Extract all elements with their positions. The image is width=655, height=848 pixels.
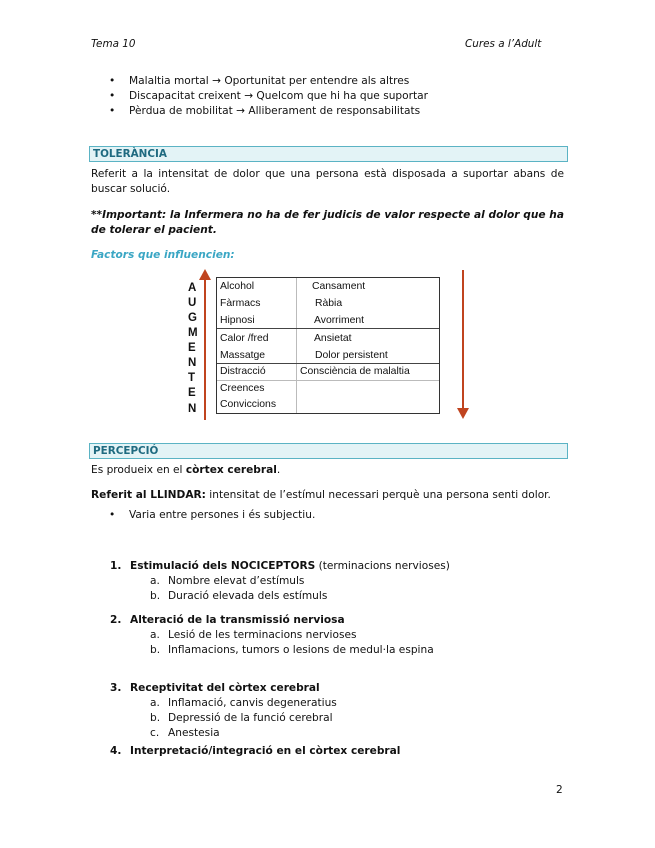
running-header-left: Tema 10 bbox=[91, 38, 136, 50]
section-heading-tolerancia: TOLERÀNCIA bbox=[89, 146, 568, 162]
list-letter: c. bbox=[150, 727, 160, 739]
list-subitem: Inflamació, canvis degeneratius bbox=[168, 697, 337, 709]
table-cell: Dolor persistent bbox=[315, 350, 388, 361]
percepcio-line2: Referit al LLINDAR: intensitat de l’estímul necessari perquè una persona senti dolor. bbox=[91, 489, 551, 501]
list-letter: b. bbox=[150, 644, 161, 656]
important-note: **Important: la Infermera no ha de fer judicis de valor respecte al dolor que ha de tolerar el pacient. bbox=[91, 209, 564, 236]
list-number: 4. bbox=[110, 745, 122, 757]
list-subitem: Lesió de les terminacions nervioses bbox=[168, 629, 357, 641]
vertical-letter: E bbox=[188, 387, 196, 399]
list-subitem: Nombre elevat d’estímuls bbox=[168, 575, 305, 587]
section-heading-percepcio: PERCEPCIÓ bbox=[89, 443, 568, 459]
vertical-letter: U bbox=[188, 297, 197, 309]
vertical-letter: E bbox=[188, 342, 196, 354]
page-number: 2 bbox=[556, 784, 563, 796]
table-cell: Ansietat bbox=[314, 333, 352, 344]
arrow-up-icon bbox=[195, 268, 215, 420]
list-title: Interpretació/integració en el còrtex cerebral bbox=[130, 745, 401, 757]
table-cell: Distracció bbox=[220, 366, 266, 377]
bullet-item: • Discapacitat creixent → Quelcom que hi ha que suportar bbox=[129, 90, 428, 102]
percepcio-line1: Es produeix en el còrtex cerebral. bbox=[91, 464, 281, 476]
factors-table bbox=[216, 277, 440, 414]
table-cell: Avorriment bbox=[314, 315, 365, 326]
running-header-right: Cures a l’Adult bbox=[465, 38, 542, 50]
vertical-letter: G bbox=[188, 312, 197, 324]
list-letter: a. bbox=[150, 575, 160, 587]
bullet-item: • Pèrdua de mobilitat → Alliberament de responsabilitats bbox=[129, 105, 420, 117]
table-cell: Fàrmacs bbox=[220, 298, 261, 309]
list-title: Estimulació dels NOCICEPTORS (terminacions nervioses) bbox=[130, 560, 450, 572]
table-cell: Creences bbox=[220, 383, 265, 394]
table-cell: Cansament bbox=[312, 281, 366, 292]
list-number: 2. bbox=[110, 614, 122, 626]
table-cell: Calor /fred bbox=[220, 333, 269, 344]
vertical-letter: M bbox=[188, 327, 198, 339]
table-cell: Hipnosi bbox=[220, 315, 255, 326]
list-letter: b. bbox=[150, 590, 161, 602]
arrow-down-icon bbox=[453, 268, 473, 420]
table-cell: Alcohol bbox=[220, 281, 255, 292]
list-subitem: Duració elevada dels estímuls bbox=[168, 590, 328, 602]
list-subitem: Anestesia bbox=[168, 727, 220, 739]
list-letter: a. bbox=[150, 697, 160, 709]
vertical-letter: N bbox=[188, 357, 197, 369]
vertical-letter: T bbox=[188, 372, 196, 384]
list-number: 3. bbox=[110, 682, 122, 694]
list-title: Alteració de la transmissió nerviosa bbox=[130, 614, 345, 626]
vertical-letter: A bbox=[188, 282, 197, 294]
vertical-letter: N bbox=[188, 403, 197, 415]
list-title: Receptivitat del còrtex cerebral bbox=[130, 682, 320, 694]
list-letter: a. bbox=[150, 629, 160, 641]
table-cell: Ràbia bbox=[315, 298, 343, 309]
factors-title: Factors que influencien: bbox=[91, 249, 235, 261]
table-cell: Massatge bbox=[220, 350, 266, 361]
table-cell: Consciència de malaltia bbox=[300, 366, 410, 377]
list-subitem: Inflamacions, tumors o lesions de medul·la espina bbox=[168, 644, 434, 656]
list-number: 1. bbox=[110, 560, 122, 572]
bullet-item: • Malaltia mortal → Oportunitat per entendre als altres bbox=[129, 75, 409, 87]
list-letter: b. bbox=[150, 712, 161, 724]
bullet-item: • Varia entre persones i és subjectiu. bbox=[129, 509, 315, 521]
list-subitem: Depressió de la funció cerebral bbox=[168, 712, 333, 724]
table-cell: Conviccions bbox=[220, 399, 277, 410]
tolerancia-definition: Referit a la intensitat de dolor que una persona està disposada a suportar abans de buscar solució. bbox=[91, 168, 564, 195]
